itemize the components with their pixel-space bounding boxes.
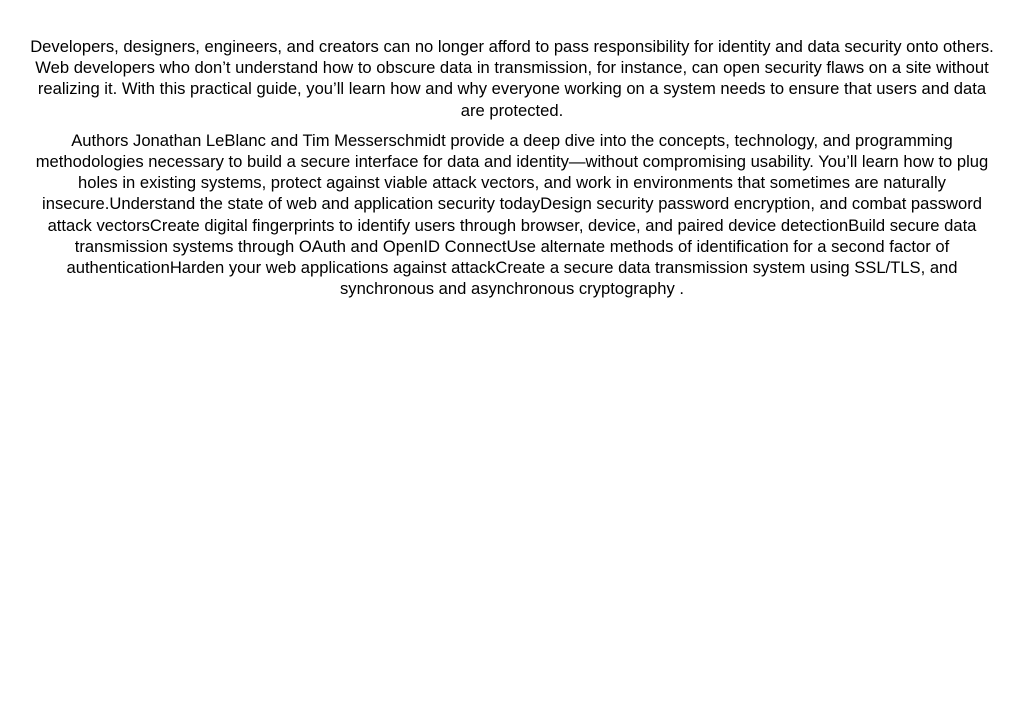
document-page — [30, 36, 994, 308]
paragraph-authors: Authors Jonathan LeBlanc and Tim Messerschmidt provide a deep dive into the concepts, technology, and programming methodologies necessary to build a secure interface for data and identity—without compromising usability. You’ll learn how to plug holes in existing systems, protect against viable attack vectors, and work in environments that sometimes are naturally insecure.Understand the state of web and application security todayDesign security password encryption, and combat password attack vectorsCreate digital fingerprints to identify users through browser, device, and paired device detectionBuild secure data transmission systems through OAuth and OpenID ConnectUse alternate methods of identification for a second factor of authenticationHarden your web applications against attackCreate a secure data transmission system using SSL/TLS, and synchronous and asynchronous cryptography . — [35, 130, 989, 299]
paragraph-intro: Developers, designers, engineers, and creators can no longer afford to pass responsibility for identity and data security onto others. Web developers who don’t understand how to obscure data in transmission, for instance, can open security flaws on a site without realizing it. With this practical guide, you’ll learn how and why everyone working on a system needs to ensure that users and data are protected. — [30, 37, 994, 120]
